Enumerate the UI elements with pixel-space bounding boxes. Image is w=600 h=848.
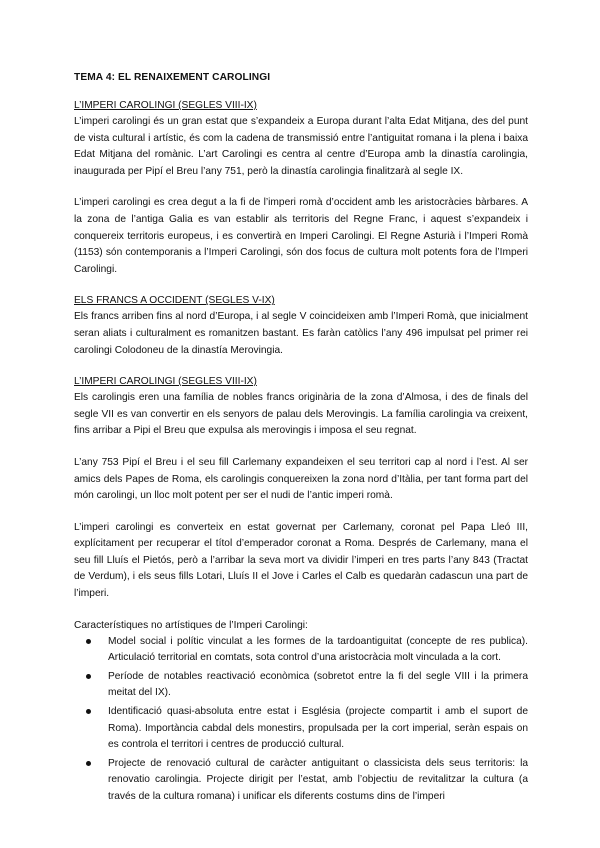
bullet-icon [86, 709, 91, 714]
paragraph: L’any 753 Pipí el Breu i el seu fill Carlemany expandeixen el seu territori cap al nord i l’est. Al ser amics dels Papes de Roma, els carolingis conquereixen la zona nord d’Itàlia, per tant forma part del món carolingi, un lloc molt potent per ser el nudi de l’antic imperi romà. [74, 456, 528, 502]
section-heading: ELS FRANCS A OCCIDENT (SEGLES V-IX) [74, 295, 275, 307]
bullet-icon [86, 639, 91, 644]
bullet-list [74, 634, 528, 806]
list-item-text: Identificació quasi-absoluta entre estat i Església (projecte compartit i amb el suport de Roma). Importància cabdal dels monestirs, propulsada per la cort imperial, seràn espais on es controla el territori i centres de producció cultural. [108, 706, 528, 751]
document-title: TEMA 4: EL RENAIXEMENT CAROLINGI [74, 72, 271, 83]
list-item-text: Període de notables reactivació econòmica (sobretot entre la fi del segle VIII i la primera meitat del IX). [108, 670, 528, 699]
list-item [100, 669, 528, 702]
paragraph: L’imperi carolingi es converteix en estat governat per Carlemany, coronat pel Papa Lleó III, explícitament per recuperar el títol d’emperador coronat a Roma. Després de Carlemany, mana el seu fill Lluís el Pietós, però a l’arribar la seva mort va dividir l’imperi en tres parts l’any 843 (Tractat de Verdum), i els seus fills Lotari, Lluís II el Jove i Carles el Calb es quedaràn cadascun una part de l’imperi. [74, 521, 528, 600]
list-intro: Característiques no artístiques de l’Imperi Carolingi: [74, 619, 308, 631]
section-heading: L’IMPERI CAROLINGI (SEGLES VIII-IX) [74, 100, 257, 111]
paragraph: Els carolingis eren una família de nobles francs originària de la zona d’Almosa, i des de finals del segle VII es van convertir en els senyors de palau dels Merovingis. La família carolingia va creixent, fins arribar a Pipi el Breu que expulsa als merovingis i imposa el seu regnat. [74, 392, 528, 437]
bullet-icon [86, 761, 91, 766]
list-item [100, 634, 528, 667]
list-item-text: Model social i polític vinculat a les formes de la tardoantiguitat (concepte de res publica). Articulació territorial en comtats, sota control d’una aristocràcia molt vinculada a la cort. [108, 635, 528, 664]
bullet-icon [86, 674, 91, 679]
paragraph: Els francs arriben fins al nord d’Europa, i al segle V coincideixen amb l’Imperi Romà, que inicialment seran aliats i culturalment es romanitzen bastant. Es faràn catòlics l’any 496 impulsat pel primer rei carolingi Colodoneu de la dinastía Merovingia. [74, 311, 528, 356]
list-item [100, 756, 528, 806]
list-item [100, 704, 528, 754]
section-heading: L’IMPERI CAROLINGI (SEGLES VIII-IX) [74, 376, 257, 388]
paragraph: L’imperi carolingi es crea degut a la fi de l’imperi romà d’occident amb les aristocràcies bàrbares. A la zona de l’antiga Galia es van establir als territoris del Regne Franc, i aquest s’expandeix i conquereix territoris europeus, i es convertirà en Imperi Carolingi. El Regne Asturià i l’Imperi Romà (1153) són contemporanis a l’Imperi Carolingi, són dos focus de cultura molt potents fora de l’Imperi Carolingi. [74, 197, 528, 275]
list-item-text: Projecte de renovació cultural de caràcter antiguitant o classicista dels seus territoris: la renovatio carolingia. Projecte dirigit per l’estat, amb l’objectiu de revitalitzar la cultura (a través de la cultura romana) i unificar els diferents costums dins de l’imperi [108, 757, 528, 802]
paragraph: L’imperi carolingi és un gran estat que s’expandeix a Europa durant l’alta Edat Mitjana, des del punt de vista cultural i artístic, és com la cadena de transmissió entre l’antiguitat romana i la plena i baixa Edat Mitjana del romànic. L’art Carolingi es centra al centre d’Europa amb la dinastía carolingia, inaugurada per Pipí el Breu l’any 751, però la dinastía carolingia finalitzarà al segle IX. [74, 116, 528, 177]
